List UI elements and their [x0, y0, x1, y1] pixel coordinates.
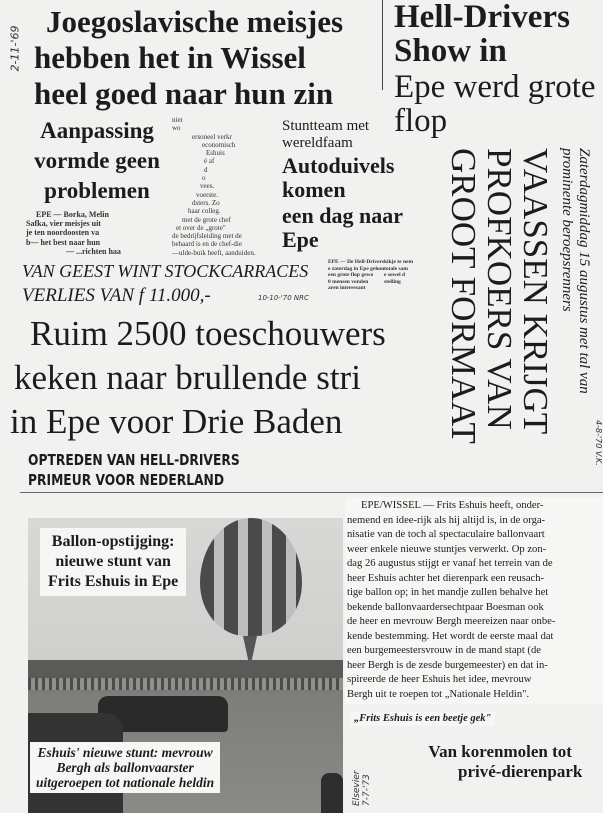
headline-een-dag: een dag naar Epe [282, 203, 403, 252]
headline-vaassen [445, 148, 553, 444]
article-line: dag 26 augustus stijgt er vanaf het terrein van de [347, 558, 553, 569]
article-line: nemend en idee-rijk als hij altijd is, in de orga- [347, 514, 546, 526]
article-line: de bedrijfsleiding met de [172, 232, 242, 241]
subhead-line: prominente beroepsrenners [559, 148, 575, 312]
caption-line: Eshuis' nieuwe stunt: mevrouw [37, 745, 213, 760]
article-line: tige ballon op; in het mandje zullen behalve het [347, 587, 549, 598]
article-line: je ten noordoosten va [26, 228, 100, 238]
headline-verlies: VERLIES VAN f 11.000,- [22, 285, 211, 306]
article-hell-drivers [328, 259, 438, 292]
handwritten-date: 2-11-'69 [8, 25, 22, 72]
handwritten-line: Elsevier [352, 770, 362, 806]
caption-line: nieuwe stunt van [55, 553, 171, 570]
divider-horizontal [20, 492, 603, 493]
handwritten-elsevier [352, 771, 372, 806]
person [321, 773, 343, 813]
article-line: spireerde de heer Eshuis het idee, mevrouw [347, 674, 532, 685]
article-line: economisch [202, 140, 236, 149]
subhead-aanpassing [30, 116, 164, 206]
article-line: wo [172, 124, 181, 133]
article-line: stelling [384, 278, 401, 285]
article-line: EPE/WISSEL — Frits Eshuis heeft, onder- [361, 500, 544, 511]
article-line: dsters. Zo [192, 198, 220, 207]
article-line: d [204, 165, 208, 174]
article-line: bekende ballonvaardersechtpaar Boesman ook [347, 601, 544, 613]
headline-korenmolen [418, 742, 582, 782]
caption-line: Bergh als ballonvaarster [56, 760, 194, 775]
headline-line: Van korenmolen tot [428, 742, 572, 761]
handwritten-date-vk: 4-8-'70 V.K. [594, 420, 603, 466]
crowd [28, 678, 343, 690]
article-line: o [202, 174, 206, 183]
caption-ballon-opstijging [40, 528, 186, 596]
article-line: Eshuis [206, 149, 225, 158]
handwritten-date-nrc: 10-10-'70 NRC [258, 294, 309, 302]
subhead-optreden [28, 450, 240, 490]
subhead-line: vormde geen [34, 148, 160, 173]
headline-line: in Epe voor Drie Baden [10, 402, 343, 441]
headline-epe-flop: Epe werd grote flop [394, 69, 596, 139]
tree-line [28, 660, 343, 678]
article-line: weer enkele nieuwe stuntjes verwerkt. Op zon- [347, 543, 547, 555]
subhead-line: PRIMEUR VOOR NEDERLAND [28, 471, 225, 489]
article-line: nisatie van de toch al spectaculaire ballonvaart [347, 529, 545, 540]
article-line: EPE — Borka, Melin [36, 210, 109, 219]
article-line: kende bestemming. Het wordt de eerste maal dat [347, 630, 554, 642]
article-line: 0 mensen vonden [328, 278, 369, 285]
article-line: haar colleg. [188, 207, 221, 216]
article-line: Safka, vier meisjes uit [26, 219, 101, 229]
article-epe-wissel [345, 497, 603, 704]
headline-joegoslavische [34, 4, 343, 112]
headline-line: Joegoslavische meisjes [46, 4, 344, 39]
caption-line: Frits Eshuis in Epe [48, 573, 179, 590]
subhead-line: Aanpassing [40, 118, 154, 143]
headline-line: Ruim 2500 toeschouwers [30, 314, 386, 353]
article-line: et over de „grote" [176, 223, 226, 232]
article-line: voerste. [196, 190, 218, 199]
headline-van-geest: VAN GEEST WINT STOCKCARRACES [22, 261, 309, 281]
headline-line: PROFKOERS VAN [480, 148, 519, 430]
article-line: b— het best naar hun [26, 237, 101, 247]
article-line: Bergh uit te roepen tot „Nationale Heldin". [347, 688, 530, 700]
quote-frits-eshuis-gek: „Frits Eshuis is een beetje gek" [350, 712, 495, 726]
headline-line: privé-dierenpark [458, 762, 583, 781]
headline-line: heel goed naar hun zin [34, 76, 334, 111]
divider-vertical [382, 0, 383, 90]
handwritten-line: 7-7-'73 [362, 774, 372, 806]
subhead-line: OPTREDEN VAN HELL-DRIVERS [28, 451, 240, 469]
article-personeel [172, 116, 256, 257]
article-line: behaard is en de chef-die [172, 240, 242, 249]
article-line: heer Eshuis achter het dierenpark een reusach- [347, 572, 545, 584]
headline-line: GROOT FORMAAT [444, 148, 483, 444]
headline-line: VAASSEN KRIJGT [516, 148, 555, 435]
article-line: een grote flop gewo [328, 272, 374, 278]
article-line: met de grote chef [182, 215, 231, 224]
headline-line: keken naar brullende stri [14, 358, 361, 397]
article-joegoslavische [26, 210, 121, 256]
article-line: —ulde-buik heeft, aanduiden. [172, 248, 256, 257]
article-line: een burgemeestersvrouw in de mand stapt (de [347, 645, 541, 656]
headline-hell-drivers: Hell-Drivers Show in [394, 0, 570, 69]
subhead-zaterdagmiddag [558, 148, 592, 394]
balloon [200, 518, 302, 636]
headline-stuntteam: Stuntteam met wereldfaam [282, 118, 370, 151]
subhead-line: problemen [44, 178, 150, 203]
article-line: heer Bergh is de zesde burgemeester) en dat in- [347, 659, 548, 671]
article-line: de heer en mevrouw Bergh meereizen naar onbe- [347, 616, 556, 627]
article-line: EPE — De Hell-Drivers [328, 259, 385, 265]
article-line: totale sam [384, 265, 408, 272]
article-line: aren interessant [328, 285, 366, 291]
headline-line: hebben het in Wissel [34, 40, 306, 75]
caption-line: uitgeroepen tot nationale heldin [36, 775, 215, 790]
caption-line: Ballon-opstijging: [51, 533, 175, 550]
caption-eshuis-stunt [30, 742, 220, 793]
article-line: e sowel d [384, 272, 406, 278]
article-line: kikje te nem [384, 259, 414, 265]
balloon-basket [243, 636, 257, 662]
article-line: niet [172, 116, 183, 124]
article-line: — ...richten haa [66, 246, 121, 256]
article-line: vees. [200, 182, 215, 191]
article-line: é af [204, 157, 215, 166]
headline-autoduivels: Autoduivels komen [282, 153, 395, 202]
headline-ruim-2500 [10, 312, 386, 444]
article-line: e zaterdag in Epe gehou [328, 265, 385, 272]
article-line: ersoneel verkr [192, 132, 232, 141]
subhead-line: Zaterdagmiddag 15 augustus met tal van [576, 148, 592, 394]
